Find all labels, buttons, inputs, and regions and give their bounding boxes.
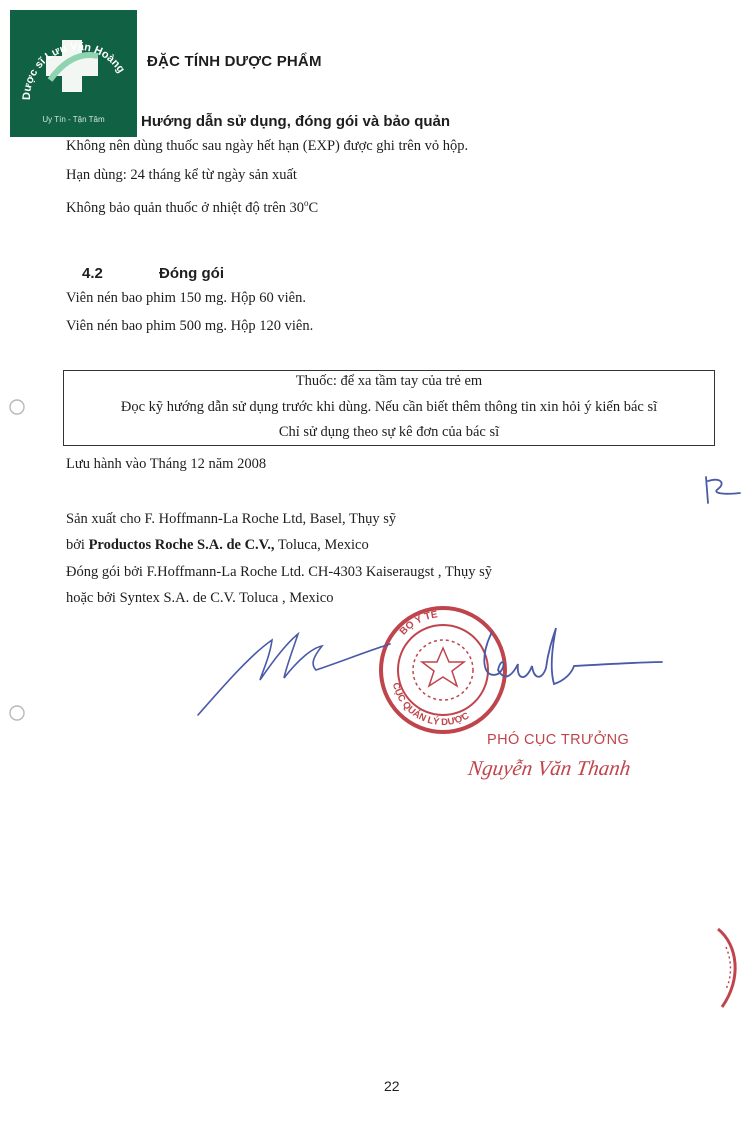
manufacturer-line-1: Sản xuất cho F. Hoffmann-La Roche Ltd, Basel, Thụy sỹ (66, 511, 397, 527)
right-signature-icon (484, 628, 662, 684)
margin-handwriting-mark-icon (700, 473, 746, 507)
subsection-4-2-number: 4.2 (82, 265, 103, 282)
shelf-life: Hạn dùng: 24 tháng kể từ ngày sản xuất (66, 167, 297, 183)
subsection-4-1-title: Hướng dẫn sử dụng, đóng gói và bảo quản (141, 113, 451, 130)
subsection-4-2-title: Đóng gói (159, 265, 224, 282)
page-edge-stamp-fragment-icon (712, 925, 746, 1011)
warning-line-2: Đọc kỹ hướng dẫn sử dụng trước khi dùng. Nếu cần biết thêm thông tin xin hỏi ý kiến bác sĩ (120, 399, 658, 415)
manufacturer-line-3: Đóng gói bởi F.Hoffmann-La Roche Ltd. CH-4303 Kaiseraugst , Thụy sỹ (66, 564, 493, 580)
brand-logo (10, 10, 137, 137)
packaging-line-2: Viên nén bao phim 500 mg. Hộp 120 viên. (66, 318, 314, 334)
manufacturer-line-4: hoặc bởi Syntex S.A. de C.V. Toluca , Mexico (66, 590, 334, 606)
punch-hole-icon (8, 398, 26, 416)
punch-hole-icon (8, 704, 26, 722)
signatory-title: PHÓ CỤC TRƯỞNG (487, 732, 630, 748)
stamp-text-top: BỘ Y TẾ (397, 609, 439, 638)
svg-text:CỤC QUẢN LÝ DƯỢC (390, 682, 471, 729)
packaging-line-1: Viên nén bao phim 150 mg. Hộp 60 viên. (66, 290, 306, 306)
page-number: 22 (384, 1078, 400, 1094)
left-signature-icon (198, 634, 390, 715)
warning-box (63, 370, 715, 446)
warning-line-1: Thuốc: để xa tầm tay của trẻ em (295, 373, 483, 389)
expiry-instruction: Không nên dùng thuốc sau ngày hết hạn (EXP) được ghi trên vỏ hộp. (66, 138, 469, 154)
signatory-name: Nguyễn Văn Thanh (466, 756, 633, 780)
circulation-date: Lưu hành vào Tháng 12 năm 2008 (66, 456, 267, 472)
logo-slogan: Uy Tín - Tận Tâm (42, 115, 105, 124)
stamp-text-bottom: CỤC QUẢN LÝ DƯỢC (389, 681, 472, 729)
manufacturer-line-2: bởi Productos Roche S.A. de C.V., Toluca, Mexico (66, 537, 369, 553)
warning-line-3: Chỉ sử dụng theo sự kê đơn của bác sĩ (278, 424, 500, 440)
logo-name: Dược sĩ Lưu Văn Hoàng (20, 40, 127, 101)
storage-instruction: Không bảo quản thuốc ở nhiệt độ trên 30$^o$C (66, 198, 319, 216)
section-title: ĐẶC TÍNH DƯỢC PHẨM (147, 53, 322, 70)
